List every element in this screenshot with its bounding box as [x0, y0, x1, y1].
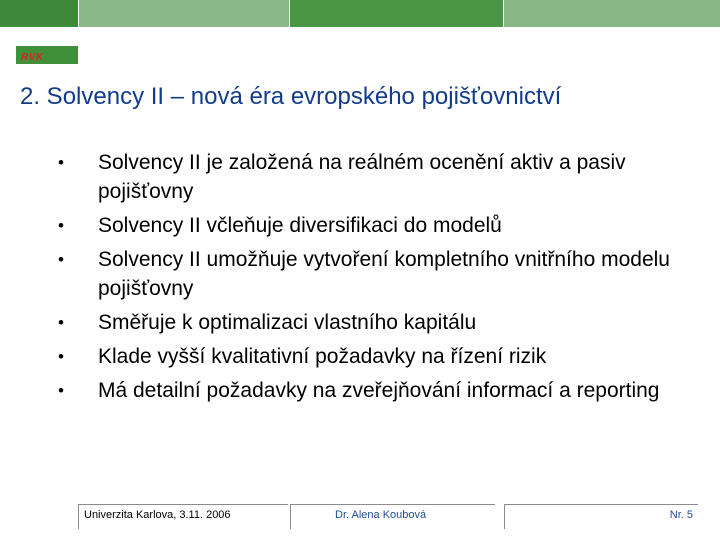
- top-band-segment-4: [504, 0, 720, 27]
- bullet-item-1: • Solvency II je založená na reálném ocenění aktiv a pasiv pojišťovny: [58, 148, 688, 206]
- bullet-list: [58, 148, 688, 410]
- footer-middle-box: [290, 504, 495, 529]
- bullet-item-2: • Solvency II včleňuje diversifikaci do modelů: [58, 211, 688, 240]
- footer-right-box: [504, 504, 698, 529]
- top-band-segment-2: [79, 0, 289, 27]
- footer-page-number: Nr. 5: [669, 509, 693, 521]
- bullet-item-3: • Solvency II umožňuje vytvoření kompletního vnitřního modelu pojišťovny: [58, 245, 688, 303]
- slide-title: 2. Solvency II – nová éra evropského pojišťovnictví: [20, 83, 562, 110]
- top-band-segment-3: [290, 0, 503, 27]
- bullet-item-4: • Směřuje k optimalizaci vlastního kapitálu: [58, 308, 688, 337]
- logo-text: RVK: [21, 52, 44, 63]
- footer-institution: Univerzita Karlova, 3.11. 2006: [84, 509, 231, 521]
- company-logo: [16, 46, 78, 64]
- bullet-item-6: • Má detailní požadavky na zveřejňování informací a reporting: [58, 376, 688, 405]
- top-band-segment-1: [0, 0, 78, 27]
- footer-author: Dr. Alena Koubová: [335, 509, 427, 521]
- bullet-item-5: • Klade vyšší kvalitativní požadavky na řízení rizik: [58, 342, 688, 371]
- footer-left-box: [78, 504, 288, 529]
